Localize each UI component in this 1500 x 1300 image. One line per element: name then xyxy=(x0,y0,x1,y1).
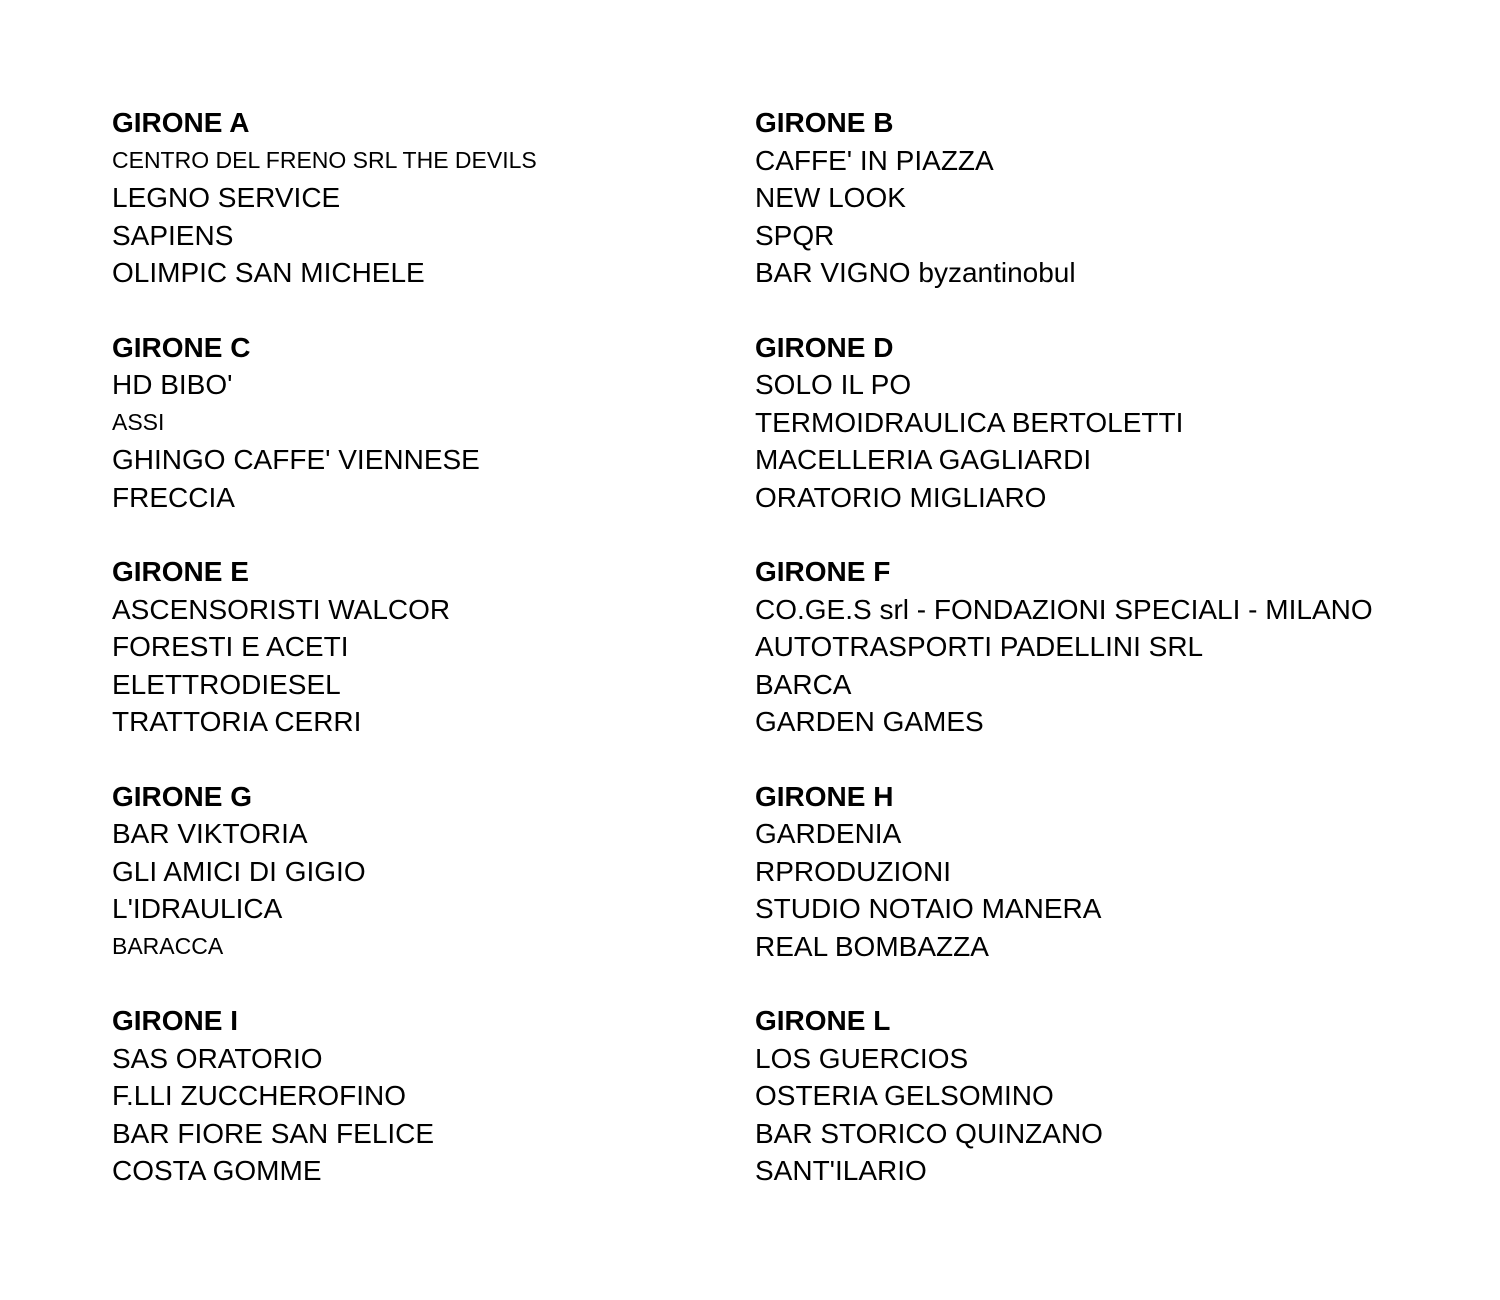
team-item: ELETTRODIESEL xyxy=(112,668,341,700)
team-item: STUDIO NOTAIO MANERA xyxy=(755,893,1102,924)
team-item: BARACCA xyxy=(112,932,224,959)
team-item: REAL BOMBAZZA xyxy=(755,930,989,962)
team-item: BAR VIGNO byzantinobul xyxy=(755,257,1076,288)
group-title: GIRONE I xyxy=(112,1005,239,1036)
team-item: GHINGO CAFFE' VIENNESE xyxy=(112,444,480,475)
team-item: FRECCIA xyxy=(112,481,235,513)
team-list xyxy=(755,815,1482,965)
group-title: GIRONE C xyxy=(112,331,251,363)
team-item: ORATORIO MIGLIARO xyxy=(755,481,1047,513)
team-item: NEW LOOK xyxy=(755,182,906,213)
group-title: GIRONE H xyxy=(755,780,894,812)
team-item: CENTRO DEL FRENO SRL THE DEVILS xyxy=(112,146,537,173)
group-e xyxy=(112,553,755,741)
group-title: GIRONE D xyxy=(755,331,894,363)
team-list xyxy=(755,1040,1482,1190)
team-item: BARCA xyxy=(755,668,852,700)
team-list xyxy=(112,142,755,292)
team-item: MACELLERIA GAGLIARDI xyxy=(755,444,1092,475)
group-d xyxy=(755,329,1482,517)
team-item: LOS GUERCIOS xyxy=(755,1042,969,1074)
team-item: GLI AMICI DI GIGIO xyxy=(112,855,366,887)
group-i xyxy=(112,1002,755,1190)
team-item: SAS ORATORIO xyxy=(112,1042,323,1074)
team-item: F.LLI ZUCCHEROFINO xyxy=(112,1080,407,1111)
team-item: OSTERIA GELSOMINO xyxy=(755,1080,1054,1111)
team-item: BAR VIKTORIA xyxy=(112,818,308,849)
team-item: SOLO IL PO xyxy=(755,369,912,400)
team-item: FORESTI E ACETI xyxy=(112,631,349,662)
group-title: GIRONE B xyxy=(755,107,894,138)
group-h xyxy=(755,778,1482,966)
group-title: GIRONE F xyxy=(755,556,891,587)
team-item: CO.GE.S srl - FONDAZIONI SPECIALI - MILANO xyxy=(755,593,1373,625)
group-title: GIRONE G xyxy=(112,780,253,812)
team-item: SAPIENS xyxy=(112,219,234,251)
team-item: SANT'ILARIO xyxy=(755,1155,927,1186)
team-item: TERMOIDRAULICA BERTOLETTI xyxy=(755,406,1184,438)
team-item: GARDEN GAMES xyxy=(755,706,984,737)
team-item: LEGNO SERVICE xyxy=(112,182,341,213)
team-item: SPQR xyxy=(755,219,835,251)
group-l xyxy=(755,1002,1482,1190)
team-list xyxy=(112,1040,755,1190)
group-title: GIRONE A xyxy=(112,107,250,138)
team-item: COSTA GOMME xyxy=(112,1155,322,1186)
team-item: GARDENIA xyxy=(755,818,902,849)
team-list xyxy=(112,815,755,965)
team-item: BAR FIORE SAN FELICE xyxy=(112,1117,435,1149)
group-c xyxy=(112,329,755,517)
group-f xyxy=(755,553,1482,741)
team-item: OLIMPIC SAN MICHELE xyxy=(112,257,425,288)
team-list xyxy=(755,591,1482,741)
group-b xyxy=(755,104,1482,292)
team-list xyxy=(755,142,1482,292)
team-item: AUTOTRASPORTI PADELLINI SRL xyxy=(755,631,1204,662)
team-item: TRATTORIA CERRI xyxy=(112,706,362,737)
team-item: ASCENSORISTI WALCOR xyxy=(112,593,451,625)
group-g xyxy=(112,778,755,966)
team-item: RPRODUZIONI xyxy=(755,855,951,887)
team-list xyxy=(112,366,755,516)
group-a xyxy=(112,104,755,292)
team-item: BAR STORICO QUINZANO xyxy=(755,1117,1103,1149)
team-list xyxy=(755,366,1482,516)
team-list xyxy=(112,591,755,741)
team-item: HD BIBO' xyxy=(112,369,233,400)
group-title: GIRONE E xyxy=(112,556,249,587)
groups-grid xyxy=(112,104,1482,1190)
team-item: L'IDRAULICA xyxy=(112,893,283,924)
team-item: CAFFE' IN PIAZZA xyxy=(755,144,994,176)
team-item: ASSI xyxy=(112,408,165,435)
group-title: GIRONE L xyxy=(755,1005,891,1036)
